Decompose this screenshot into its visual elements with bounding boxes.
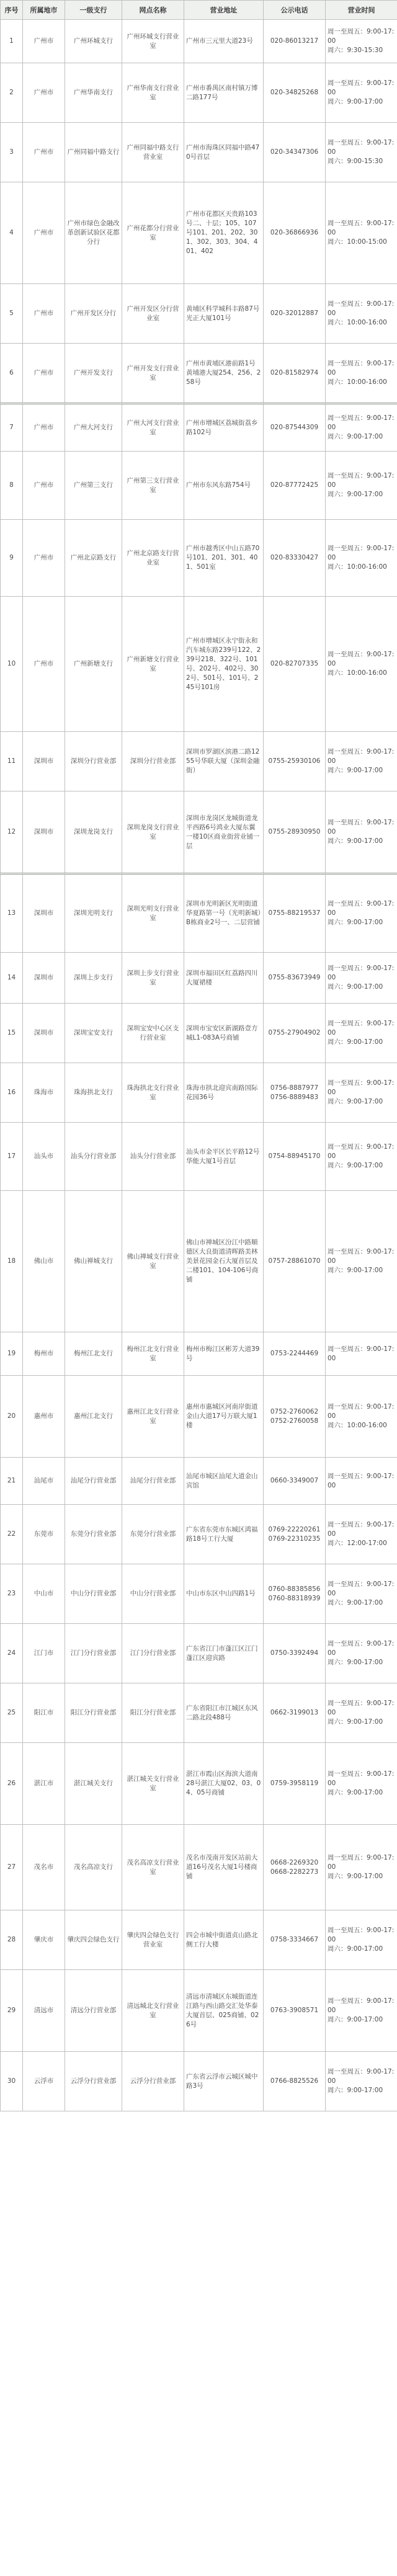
table-row — [1, 732, 397, 791]
cell-city: 汕头市 — [23, 1123, 65, 1191]
cell-no: 4 — [1, 182, 23, 284]
cell-phone: 0755-25930106 — [264, 732, 326, 791]
cell-no: 23 — [1, 1564, 23, 1624]
cell-branch: 梅州江北支行 — [65, 1332, 122, 1376]
table-row — [1, 404, 397, 452]
cell-branch: 广州第三支行 — [65, 452, 122, 520]
table-row — [1, 1458, 397, 1505]
cell-no: 14 — [1, 953, 23, 1004]
cell-city: 深圳市 — [23, 791, 65, 874]
cell-phone: 0755-28930950 — [264, 791, 326, 874]
header-address: 营业地址 — [184, 1, 264, 20]
cell-branch: 广州环城支行 — [65, 20, 122, 63]
cell-phone: 020-87544309 — [264, 404, 326, 452]
cell-branch: 广州开发区分行 — [65, 284, 122, 344]
cell-address: 深圳市福田区红荔路四川大厦裙楼 — [184, 953, 264, 1004]
cell-branch: 广州开发支行 — [65, 344, 122, 404]
cell-branch: 中山分行营业部 — [65, 1564, 122, 1624]
cell-city: 东莞市 — [23, 1505, 65, 1564]
cell-city: 广州市 — [23, 284, 65, 344]
cell-hours: 周一至周五：9:00-17:00 周六：9:00-17:00 — [326, 953, 397, 1004]
cell-phone: 020-81582974 — [264, 344, 326, 404]
cell-address: 广东省云浮市云城区城中路3号 — [184, 2052, 264, 2111]
cell-phone: 0766-8825526 — [264, 2052, 326, 2111]
table-row — [1, 284, 397, 344]
cell-address: 湛江市霞山区海滨大道南28号湛江大厦02、03、04、05号商铺 — [184, 1743, 264, 1825]
cell-no: 26 — [1, 1743, 23, 1825]
cell-address: 广州市越秀区中山五路70号101、201、301、401、501室 — [184, 520, 264, 597]
cell-outlet: 深圳上步支行营业室 — [122, 953, 184, 1004]
cell-address: 广州市黄埔区港前路1号黄埔港大厦254、256、258号 — [184, 344, 264, 404]
cell-branch: 汕尾分行营业部 — [65, 1458, 122, 1505]
cell-branch: 佛山禅城支行 — [65, 1191, 122, 1332]
cell-city: 广州市 — [23, 344, 65, 404]
cell-no: 17 — [1, 1123, 23, 1191]
cell-outlet: 佛山禅城支行营业室 — [122, 1191, 184, 1332]
cell-address: 广州市三元里大道23号 — [184, 20, 264, 63]
cell-hours: 周一至周五：9:00-17:00 — [326, 1332, 397, 1376]
cell-outlet: 深圳龙岗支行营业室 — [122, 791, 184, 874]
cell-city: 云浮市 — [23, 2052, 65, 2111]
cell-hours: 周一至周五：9:00-17:00 周六：9:00-17:00 — [326, 732, 397, 791]
table-row — [1, 1376, 397, 1458]
cell-city: 广州市 — [23, 182, 65, 284]
header-outlet: 网点名称 — [122, 1, 184, 20]
cell-outlet: 云浮分行营业部 — [122, 2052, 184, 2111]
cell-city: 深圳市 — [23, 953, 65, 1004]
cell-address: 广州市番禺区南村镇万博二路177号 — [184, 63, 264, 123]
cell-no: 18 — [1, 1191, 23, 1332]
cell-phone: 0753-2244469 — [264, 1332, 326, 1376]
cell-no: 30 — [1, 2052, 23, 2111]
table-row — [1, 2052, 397, 2111]
cell-no: 28 — [1, 1910, 23, 1970]
cell-no: 25 — [1, 1683, 23, 1743]
cell-hours: 周一至周五：9:00-17:00 周六：9:00-17:00 — [326, 404, 397, 452]
cell-phone: 0668-2269320 0668-2282273 — [264, 1825, 326, 1910]
table-row — [1, 1063, 397, 1123]
cell-hours: 周一至周五：9:00-17:00 周六：9:00-17:00 — [326, 791, 397, 874]
cell-branch: 惠州江北支行 — [65, 1376, 122, 1458]
cell-phone: 020-86013217 — [264, 20, 326, 63]
cell-hours: 周一至周五：9:00-17:00 周六：10:00-16:00 — [326, 1376, 397, 1458]
cell-address: 梅州市梅江区彬芳大道39号 — [184, 1332, 264, 1376]
cell-phone: 0752-2760062 0752-2760058 — [264, 1376, 326, 1458]
cell-hours: 周一至周五：9:00-17:00 周六：9:00-17:00 — [326, 2052, 397, 2111]
cell-hours: 周一至周五：9:00-17:00 周六：9:00-17:00 — [326, 1683, 397, 1743]
cell-hours: 周一至周五：9:00-17:00 周六：9:00-17:00 — [326, 1564, 397, 1624]
cell-address: 深圳市宝安区新湖路壹方城L1-083A号商铺 — [184, 1004, 264, 1063]
cell-branch: 广州大河支行 — [65, 404, 122, 452]
cell-city: 广州市 — [23, 20, 65, 63]
cell-branch: 深圳光明支行 — [65, 874, 122, 953]
cell-phone: 020-32012887 — [264, 284, 326, 344]
cell-address: 茂名市茂南开发区站前大道16号茂名大厦1号楼商铺 — [184, 1825, 264, 1910]
table-row — [1, 597, 397, 732]
cell-hours: 周一至周五：9:00-17:00 周六：10:00-16:00 — [326, 597, 397, 732]
cell-no: 19 — [1, 1332, 23, 1376]
cell-city: 江门市 — [23, 1624, 65, 1683]
cell-no: 2 — [1, 63, 23, 123]
table-row — [1, 1332, 397, 1376]
cell-branch: 深圳宝安支行 — [65, 1004, 122, 1063]
cell-city: 深圳市 — [23, 874, 65, 953]
table-row — [1, 1970, 397, 2052]
cell-phone: 020-34825268 — [264, 63, 326, 123]
cell-outlet: 茂名高凉支行营业室 — [122, 1825, 184, 1910]
cell-outlet: 珠海拱北支行营业室 — [122, 1063, 184, 1123]
cell-hours: 周一至周五：9:00-17:00 周六：9:00-15:30 — [326, 123, 397, 182]
cell-address: 广东省阳江市江城区东风二路北段488号 — [184, 1683, 264, 1743]
cell-outlet: 广州大河支行营业室 — [122, 404, 184, 452]
cell-city: 广州市 — [23, 404, 65, 452]
cell-no: 10 — [1, 597, 23, 732]
cell-address: 汕尾市城区汕尾大道金山宾馆 — [184, 1458, 264, 1505]
cell-city: 深圳市 — [23, 732, 65, 791]
header-branch: 一级支行 — [65, 1, 122, 20]
cell-no: 27 — [1, 1825, 23, 1910]
cell-phone: 0750-3392494 — [264, 1624, 326, 1683]
cell-city: 肇庆市 — [23, 1910, 65, 1970]
cell-branch: 东莞分行营业部 — [65, 1505, 122, 1564]
cell-branch: 湛江城关支行 — [65, 1743, 122, 1825]
cell-no: 20 — [1, 1376, 23, 1458]
cell-city: 惠州市 — [23, 1376, 65, 1458]
cell-outlet: 广州北京路支行营业室 — [122, 520, 184, 597]
cell-phone: 020-36866936 — [264, 182, 326, 284]
cell-hours: 周一至周五：9:00-17:00 周六：10:00-16:00 — [326, 520, 397, 597]
cell-outlet: 深圳宝安中心区支行营业室 — [122, 1004, 184, 1063]
cell-city: 广州市 — [23, 597, 65, 732]
cell-phone: 0759-3958119 — [264, 1743, 326, 1825]
cell-hours: 周一至周五：9:00-17:00 周六：9:00-17:00 — [326, 1825, 397, 1910]
cell-outlet: 广州花都分行营业室 — [122, 182, 184, 284]
table-row — [1, 1910, 397, 1970]
cell-no: 1 — [1, 20, 23, 63]
cell-hours: 周一至周五：9:00-17:00 周六：9:00-17:00 — [326, 1191, 397, 1332]
cell-address: 惠州市惠城区河南岸街道金山大道17号万联大厦1楼 — [184, 1376, 264, 1458]
cell-address: 黄埔区科学城科丰路87号光正大厦101号 — [184, 284, 264, 344]
cell-hours: 周一至周五：9:00-17:00 周六：9:00-17:00 — [326, 1970, 397, 2052]
cell-branch: 肇庆四会绿色支行 — [65, 1910, 122, 1970]
cell-city: 广州市 — [23, 452, 65, 520]
cell-hours: 周一至周五：9:00-17:00 周六：9:00-17:00 — [326, 452, 397, 520]
cell-no: 11 — [1, 732, 23, 791]
cell-branch: 广州华南支行 — [65, 63, 122, 123]
cell-address: 深圳市龙岗区龙城街道龙平西路6号鸿业大厦东翼一楼10区商业街营业铺一层 — [184, 791, 264, 874]
cell-outlet: 肇庆四会绿色支行营业室 — [122, 1910, 184, 1970]
cell-address: 广州市增城区永宁街永和汽车城东路239号122、239号218、322号、101号、202号、402号、302号、501号、101号、245号101房 — [184, 597, 264, 732]
cell-branch: 深圳分行营业部 — [65, 732, 122, 791]
cell-phone: 020-83330427 — [264, 520, 326, 597]
cell-branch: 深圳龙岗支行 — [65, 791, 122, 874]
cell-city: 茂名市 — [23, 1825, 65, 1910]
cell-outlet: 深圳光明支行营业室 — [122, 874, 184, 953]
cell-city: 广州市 — [23, 123, 65, 182]
table-row — [1, 1123, 397, 1191]
cell-phone: 0769-22220261 0769-22310235 — [264, 1505, 326, 1564]
cell-hours: 周一至周五：9:00-17:00 周六：10:00-15:00 — [326, 182, 397, 284]
cell-no: 8 — [1, 452, 23, 520]
cell-outlet: 汕尾分行营业部 — [122, 1458, 184, 1505]
cell-phone: 0757-28861070 — [264, 1191, 326, 1332]
table-row — [1, 953, 397, 1004]
cell-branch: 深圳上步支行 — [65, 953, 122, 1004]
cell-phone: 0662-3199013 — [264, 1683, 326, 1743]
cell-address: 四会市城中街道贞山路北侧工行大楼 — [184, 1910, 264, 1970]
cell-outlet: 广州第三支行营业室 — [122, 452, 184, 520]
cell-outlet: 阳江分行营业部 — [122, 1683, 184, 1743]
cell-hours: 周一至周五：9:00-17:00 周六：9:00-17:00 — [326, 1910, 397, 1970]
cell-phone: 0760-88385856 0760-88318939 — [264, 1564, 326, 1624]
table-row — [1, 1191, 397, 1332]
cell-phone: 0754-88945170 — [264, 1123, 326, 1191]
cell-address: 广州市花都区天贵路103号二、十层；105、107号101、201、202、301、302、303、304、401、402 — [184, 182, 264, 284]
cell-phone: 0756-8887977 0756-8889483 — [264, 1063, 326, 1123]
cell-address: 汕头市金平区长平路12号华能大厦1号首层 — [184, 1123, 264, 1191]
table-row — [1, 520, 397, 597]
table-row — [1, 63, 397, 123]
cell-phone: 0660-3349007 — [264, 1458, 326, 1505]
table-row — [1, 1683, 397, 1743]
cell-outlet: 清远城北支行营业室 — [122, 1970, 184, 2052]
cell-outlet: 汕头分行营业部 — [122, 1123, 184, 1191]
table-header-row — [1, 1, 397, 20]
cell-hours: 周一至周五：9:00-17:00 周六：9:00-17:00 — [326, 874, 397, 953]
cell-outlet: 广州同福中路支行营业室 — [122, 123, 184, 182]
cell-branch: 珠海拱北支行 — [65, 1063, 122, 1123]
cell-phone: 0755-83673949 — [264, 953, 326, 1004]
header-phone: 公示电话 — [264, 1, 326, 20]
cell-outlet: 梅州江北支行营业室 — [122, 1332, 184, 1376]
table-row — [1, 1825, 397, 1910]
cell-no: 24 — [1, 1624, 23, 1683]
table-row — [1, 874, 397, 953]
cell-city: 广州市 — [23, 520, 65, 597]
cell-address: 广东省东莞市东城区鸿福路18号工行大厦 — [184, 1505, 264, 1564]
cell-phone: 0755-27904902 — [264, 1004, 326, 1063]
cell-hours: 周一至周五：9:00-17:00 周六：9:00-17:00 — [326, 1624, 397, 1683]
cell-no: 21 — [1, 1458, 23, 1505]
cell-hours: 周一至周五：9:00-17:00 周六：10:00-16:00 — [326, 344, 397, 404]
cell-outlet: 广州开发支行营业室 — [122, 344, 184, 404]
cell-outlet: 湛江城关支行营业室 — [122, 1743, 184, 1825]
cell-phone: 0758-3334667 — [264, 1910, 326, 1970]
cell-address: 深圳市罗湖区滨港二路1255号华联大厦（深圳金融街） — [184, 732, 264, 791]
cell-hours: 周一至周五：9:00-17:00 周六：10:00-16:00 — [326, 284, 397, 344]
cell-hours: 周一至周五：9:00-17:00 周六：9:00-17:00 — [326, 1063, 397, 1123]
cell-no: 7 — [1, 404, 23, 452]
cell-hours: 周一至周五：9:00-17:00 周六：9:30-15:30 — [326, 20, 397, 63]
cell-no: 16 — [1, 1063, 23, 1123]
table-row — [1, 344, 397, 404]
cell-phone: 0763-3908571 — [264, 1970, 326, 2052]
cell-branch: 江门分行营业部 — [65, 1624, 122, 1683]
cell-hours: 周一至周五：9:00-17:00 周六：9:00-17:00 — [326, 1123, 397, 1191]
cell-no: 15 — [1, 1004, 23, 1063]
cell-city: 湛江市 — [23, 1743, 65, 1825]
cell-phone: 020-82707335 — [264, 597, 326, 732]
cell-no: 6 — [1, 344, 23, 404]
cell-branch: 茂名高凉支行 — [65, 1825, 122, 1910]
cell-city: 梅州市 — [23, 1332, 65, 1376]
cell-outlet: 广州环城支行营业室 — [122, 20, 184, 63]
cell-no: 13 — [1, 874, 23, 953]
cell-city: 清远市 — [23, 1970, 65, 2052]
cell-hours: 周一至周五：9:00-17:00 周六：9:00-17:00 — [326, 63, 397, 123]
cell-phone: 020-87772425 — [264, 452, 326, 520]
header-no: 序号 — [1, 1, 23, 20]
cell-outlet: 深圳分行营业部 — [122, 732, 184, 791]
table-row — [1, 1004, 397, 1063]
cell-address: 广州市东风东路754号 — [184, 452, 264, 520]
table-row — [1, 20, 397, 63]
cell-city: 汕尾市 — [23, 1458, 65, 1505]
cell-city: 广州市 — [23, 63, 65, 123]
cell-hours: 周一至周五：9:00-17:00 周六：12:00-17:00 — [326, 1505, 397, 1564]
cell-city: 深圳市 — [23, 1004, 65, 1063]
table-row — [1, 791, 397, 874]
table-row — [1, 123, 397, 182]
table-row — [1, 452, 397, 520]
cell-branch: 汕头分行营业部 — [65, 1123, 122, 1191]
cell-hours: 周一至周五：9:00-17:00 周六：9:00-17:00 — [326, 1004, 397, 1063]
header-city: 所属地市 — [23, 1, 65, 20]
table-row — [1, 1505, 397, 1564]
cell-city: 珠海市 — [23, 1063, 65, 1123]
cell-phone: 0755-88219537 — [264, 874, 326, 953]
cell-branch: 广州同福中路支行 — [65, 123, 122, 182]
cell-no: 22 — [1, 1505, 23, 1564]
cell-address: 珠海市拱北迎宾南路国际花园36号 — [184, 1063, 264, 1123]
cell-outlet: 东莞分行营业部 — [122, 1505, 184, 1564]
cell-no: 9 — [1, 520, 23, 597]
cell-no: 29 — [1, 1970, 23, 2052]
cell-branch: 广州北京路支行 — [65, 520, 122, 597]
table-row — [1, 182, 397, 284]
cell-outlet: 广州开发区分行营业室 — [122, 284, 184, 344]
cell-address: 广东省江门市蓬江区江门蓬江区迎宾路 — [184, 1624, 264, 1683]
cell-branch: 广州新塘支行 — [65, 597, 122, 732]
table-row — [1, 1564, 397, 1624]
cell-address: 中山市东区中山四路1号 — [184, 1564, 264, 1624]
cell-phone: 020-34347306 — [264, 123, 326, 182]
cell-city: 中山市 — [23, 1564, 65, 1624]
cell-no: 12 — [1, 791, 23, 874]
cell-no: 3 — [1, 123, 23, 182]
cell-hours: 周一至周五：9:00-17:00 周六：9:00-17:00 — [326, 1743, 397, 1825]
cell-address: 广州市海珠区同福中路470号首层 — [184, 123, 264, 182]
cell-outlet: 惠州江北支行营业室 — [122, 1376, 184, 1458]
cell-address: 广州市增城区荔城街荔乡路102号 — [184, 404, 264, 452]
cell-branch: 阳江分行营业部 — [65, 1683, 122, 1743]
cell-address: 深圳市光明新区光明街道华夏路第一号（光明新城）B栋商业2号一、二层营铺 — [184, 874, 264, 953]
cell-outlet: 中山分行营业部 — [122, 1564, 184, 1624]
cell-hours: 周一至周五：9:00-17:00 — [326, 1458, 397, 1505]
cell-outlet: 江门分行营业部 — [122, 1624, 184, 1683]
cell-outlet: 广州华南支行营业室 — [122, 63, 184, 123]
cell-city: 佛山市 — [23, 1191, 65, 1332]
cell-branch: 云浮分行营业部 — [65, 2052, 122, 2111]
cell-address: 佛山市禅城区汾江中路顺德区大良街道清晖路美林美景花园金石大厦首层及二楼101、104-106号商铺 — [184, 1191, 264, 1332]
cell-branch: 广州市绿色金融改革创新试验区花都分行 — [65, 182, 122, 284]
cell-no: 5 — [1, 284, 23, 344]
header-hours: 营业时间 — [326, 1, 397, 20]
cell-outlet: 广州新塘支行营业室 — [122, 597, 184, 732]
cell-branch: 清远分行营业部 — [65, 1970, 122, 2052]
table-row — [1, 1624, 397, 1683]
cell-address: 清远市清城区东城街道连江路与西山路交汇处华泰大厦首层、025商铺、026号 — [184, 1970, 264, 2052]
table-row — [1, 1743, 397, 1825]
cell-city: 阳江市 — [23, 1683, 65, 1743]
